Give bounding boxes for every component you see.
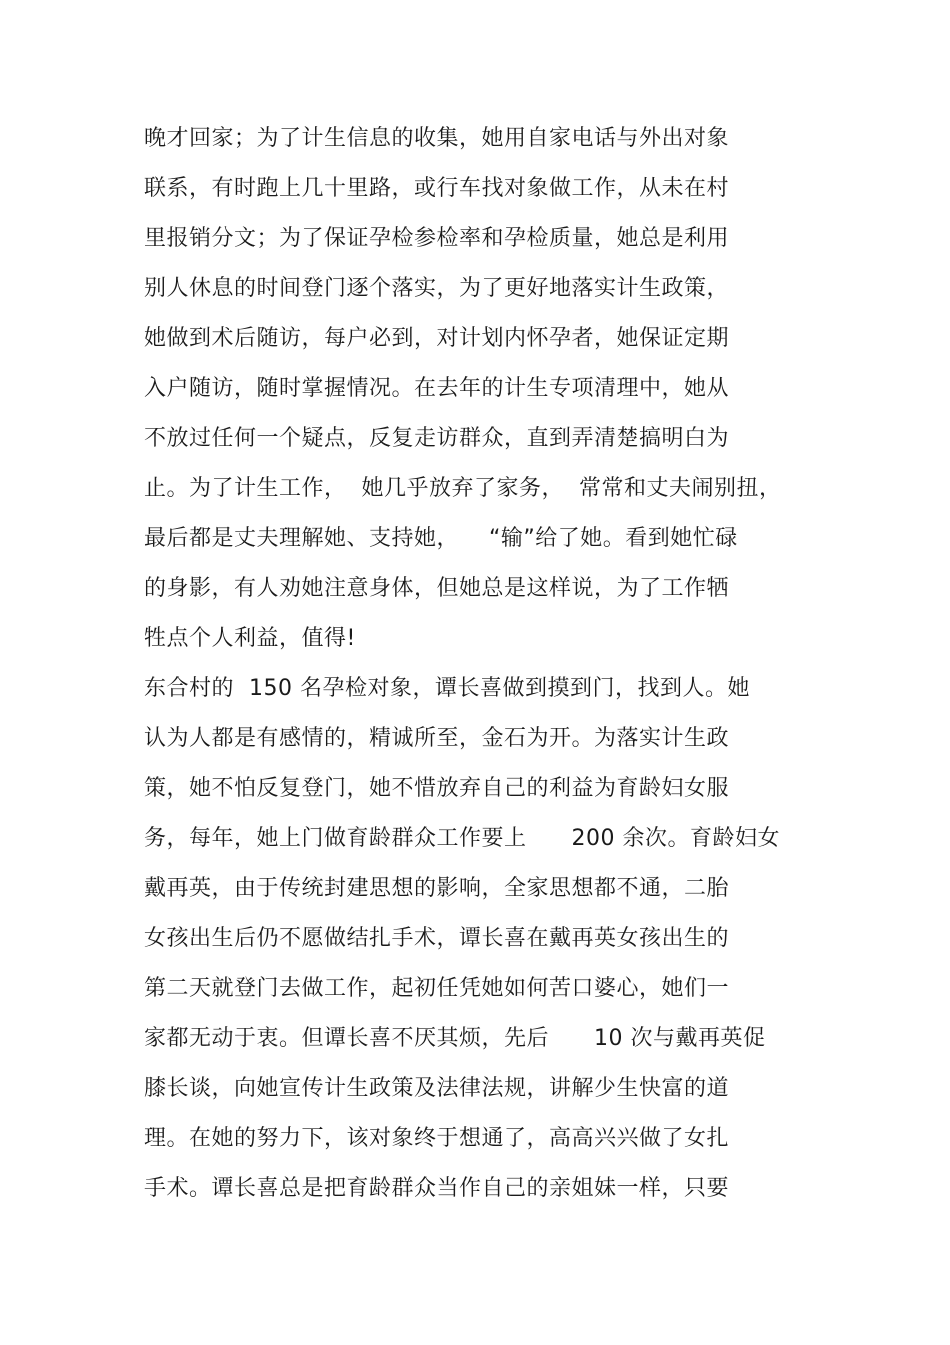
- text-line: 止。为了计生工作， 她几乎放弃了家务， 常常和丈夫闹别扭，: [144, 476, 782, 501]
- text-line: 她做到术后随访，每户必到，对计划内怀孕者，她保证定期: [144, 326, 730, 351]
- text-line: 家都无动于衷。但谭长喜不厌其烦，先后 10 次与戴再英促: [144, 1026, 766, 1051]
- text-line: 女孩出生后仍不愿做结扎手术，谭长喜在戴再英女孩出生的: [144, 926, 730, 951]
- text-line: 不放过任何一个疑点，反复走访群众，直到弄清楚搞明白为: [144, 426, 730, 451]
- text-line: 务，每年，她上门做育龄群众工作要上 200 余次。育龄妇女: [144, 826, 780, 851]
- text-line: 策，她不怕反复登门，她不惜放弃自己的利益为育龄妇女服: [144, 776, 730, 801]
- text-line: 手术。谭长喜总是把育龄群众当作自己的亲姐妹一样，只要: [144, 1176, 730, 1201]
- text-line: 最后都是丈夫理解她、支持她， “输”给了她。看到她忙碌: [144, 526, 738, 551]
- text-line: 第二天就登门去做工作，起初任凭她如何苦口婆心，她们一: [144, 976, 730, 1001]
- text-line: 的身影，有人劝她注意身体，但她总是这样说，为了工作牺: [144, 576, 730, 601]
- text-line: 东合村的 150 名孕检对象，谭长喜做到摸到门，找到人。她: [144, 676, 750, 701]
- text-line: 膝长谈，向她宣传计生政策及法律法规，讲解少生快富的道: [144, 1076, 730, 1101]
- text-line: 理。在她的努力下，该对象终于想通了，高高兴兴做了女扎: [144, 1126, 730, 1151]
- text-line: 联系，有时跑上几十里路，或行车找对象做工作，从未在村: [144, 176, 730, 201]
- text-line: 戴再英，由于传统封建思想的影响，全家思想都不通，二胎: [144, 876, 730, 901]
- text-line: 认为人都是有感情的，精诚所至，金石为开。为落实计生政: [144, 726, 730, 751]
- text-line: 别人休息的时间登门逐个落实，为了更好地落实计生政策，: [144, 276, 730, 301]
- text-line: 入户随访，随时掌握情况。在去年的计生专项清理中，她从: [144, 376, 730, 401]
- text-line: 晚才回家；为了计生信息的收集，她用自家电话与外出对象: [144, 126, 730, 151]
- text-line: 牲点个人利益，值得!: [144, 626, 356, 651]
- text-line: 里报销分文；为了保证孕检参检率和孕检质量，她总是利用: [144, 226, 730, 251]
